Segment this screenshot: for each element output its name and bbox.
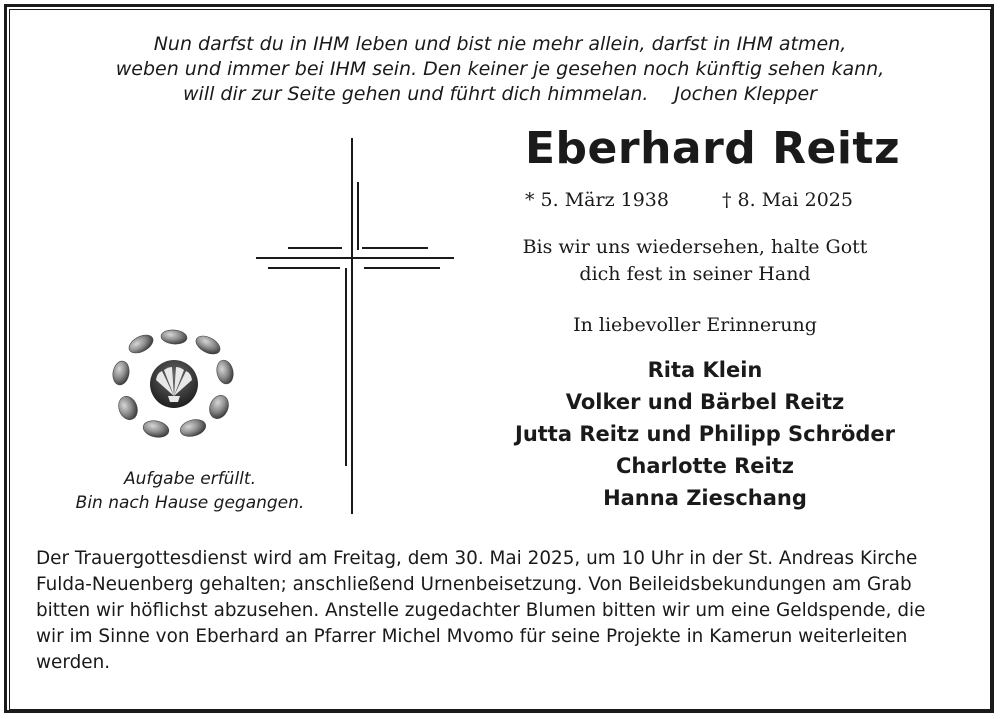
- memory-heading: In liebevoller Erinnerung: [573, 314, 817, 336]
- farewell-quote: [500, 234, 890, 288]
- service-notice: [36, 546, 966, 676]
- notice-line-5: werden.: [36, 652, 111, 673]
- poem-line-1: Nun darfst du in IHM leben und bist nie mehr allein, darfst in IHM atmen,: [153, 33, 847, 55]
- notice-line-2: Fulda-Neuenberg gehalten; anschließend Urnenbeisetzung. Von Beileidsbekundungen am Grab: [36, 574, 912, 595]
- notice-line-1: Der Trauergottesdienst wird am Freitag, dem 30. Mai 2025, um 10 Uhr in der St. Andreas Kirche: [36, 548, 918, 569]
- quote-line-2: dich fest in seiner Hand: [579, 263, 811, 285]
- motto-line-2: Bin nach Hause gegangen.: [75, 493, 305, 513]
- mourner-name: Jutta Reitz und Philipp Schröder: [515, 422, 895, 446]
- poem-line-3: [0, 82, 1000, 107]
- mourner-name: Volker und Bärbel Reitz: [565, 390, 845, 414]
- stone-circle-shell-icon: [104, 328, 244, 444]
- notice-line-4: wir im Sinne von Eberhard an Pfarrer Michel Mvomo für seine Projekte in Kamerun weiterleiten: [36, 626, 908, 647]
- mourner-name: Hanna Zieschang: [603, 486, 807, 510]
- poem-author: Jochen Klepper: [674, 83, 817, 105]
- quote-line-1: Bis wir uns wiedersehen, halte Gott: [522, 236, 868, 258]
- birth-date: * 5. März 1938: [525, 189, 669, 211]
- poem-line-3-text: will dir zur Seite gehen und führt dich himmelan.: [183, 83, 649, 105]
- death-date: † 8. Mai 2025: [722, 189, 853, 211]
- motto: [30, 467, 350, 515]
- poem: [0, 32, 1000, 107]
- mourner-name: Rita Klein: [647, 358, 763, 382]
- poem-line-2: weben und immer bei IHM sein. Den keiner je gesehen noch künftig sehen kann,: [115, 58, 885, 80]
- mourner-name: Charlotte Reitz: [615, 454, 795, 478]
- deceased-name: Eberhard Reitz: [525, 123, 901, 174]
- cross-icon: [250, 134, 460, 518]
- mourners-list: [480, 354, 930, 514]
- notice-line-3: bitten wir höflichst abzusehen. Anstelle zugedachter Blumen bitten wir um eine Geldspende, die: [36, 600, 926, 621]
- motto-line-1: Aufgabe erfüllt.: [124, 469, 256, 489]
